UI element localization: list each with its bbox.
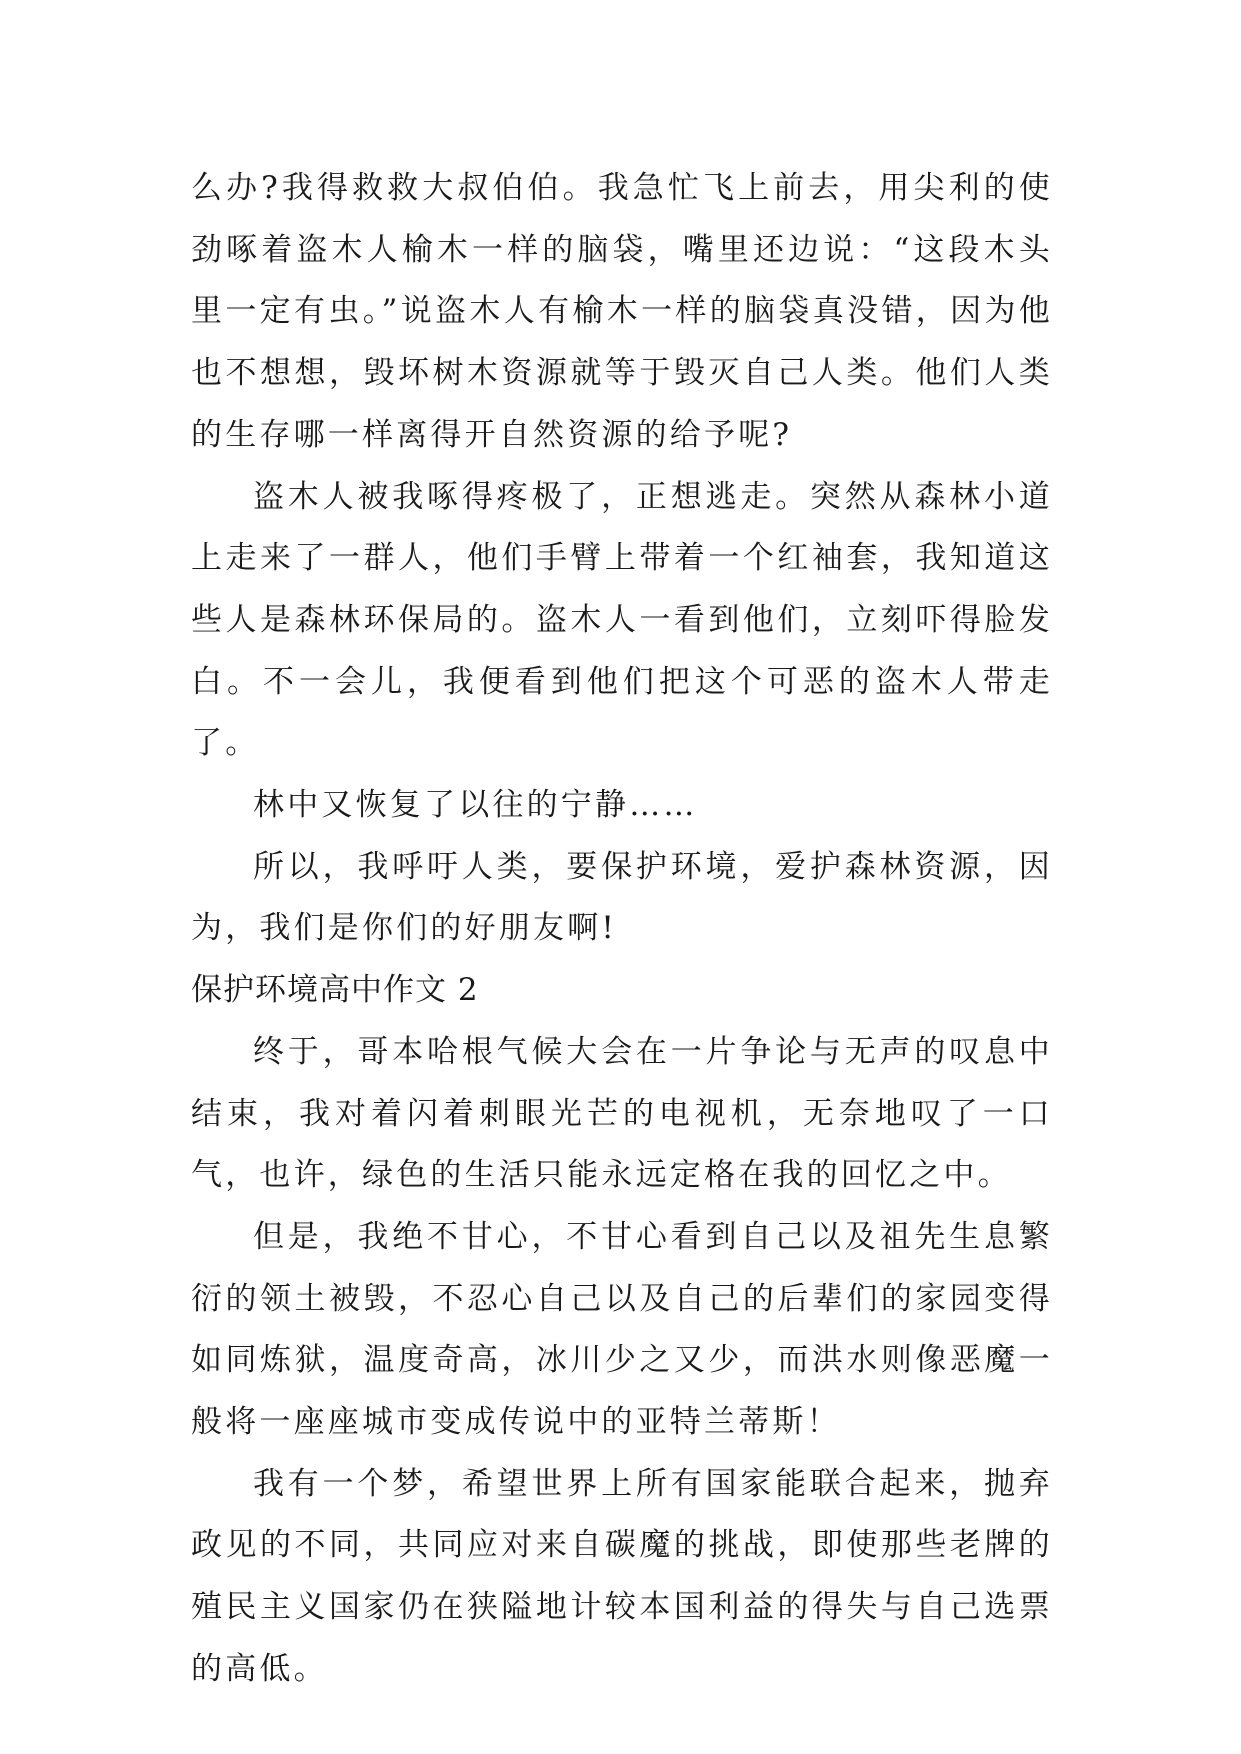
paragraph-6: 但是，我绝不甘心，不甘心看到自己以及祖先生息繁衍的领土被毁，不忍心自己以及自己的后辈们的家园变得如同炼狱，温度奇高，冰川少之又少，而洪水则像恶魔一般将一座座城市变成传说中的亚特兰蒂斯！ (191, 1218, 1053, 1441)
paragraph-3: 林中又恢复了以往的宁静…… (253, 787, 698, 824)
paragraph-4: 所以，我呼吁人类，要保护环境，爱护森林资源，因为，我们是你们的好朋友啊! (191, 848, 1053, 947)
paragraph-5: 终于，哥本哈根气候大会在一片争论与无声的叹息中结束，我对着闪着刺眼光芒的电视机，无奈地叹了一口气，也许，绿色的生活只能永远定格在我的回忆之中。 (191, 1033, 1053, 1194)
paragraph-7: 我有一个梦，希望世界上所有国家能联合起来，抛弃政见的不同，共同应对来自碳魔的挑战，即使那些老牌的殖民主义国家仍在狭隘地计较本国利益的得失与自己选票的高低。 (191, 1465, 1053, 1687)
section-heading: 保护环境高中作文 2 (191, 972, 479, 1009)
paragraph-2: 盗木人被我啄得疼极了，正想逃走。突然从森林小道上走来了一群人，他们手臂上带着一个红袖套，我知道这些人是森林环保局的。盗木人一看到他们，立刻吓得脸发白。不一会儿，我便看到他们把这个可恶的盗木人带走了。 (191, 478, 1053, 762)
paragraph-1: 么办?我得救救大叔伯伯。我急忙飞上前去，用尖利的使劲啄着盗木人榆木一样的脑袋，嘴里还边说：“这段木头里一定有虫。”说盗木人有榆木一样的脑袋真没错，因为他也不想想，毁坏树木资源就等于毁灭自己人类。他们人类的生存哪一样离得开自然资源的给予呢? (191, 170, 1053, 453)
document-body (191, 158, 1053, 1701)
